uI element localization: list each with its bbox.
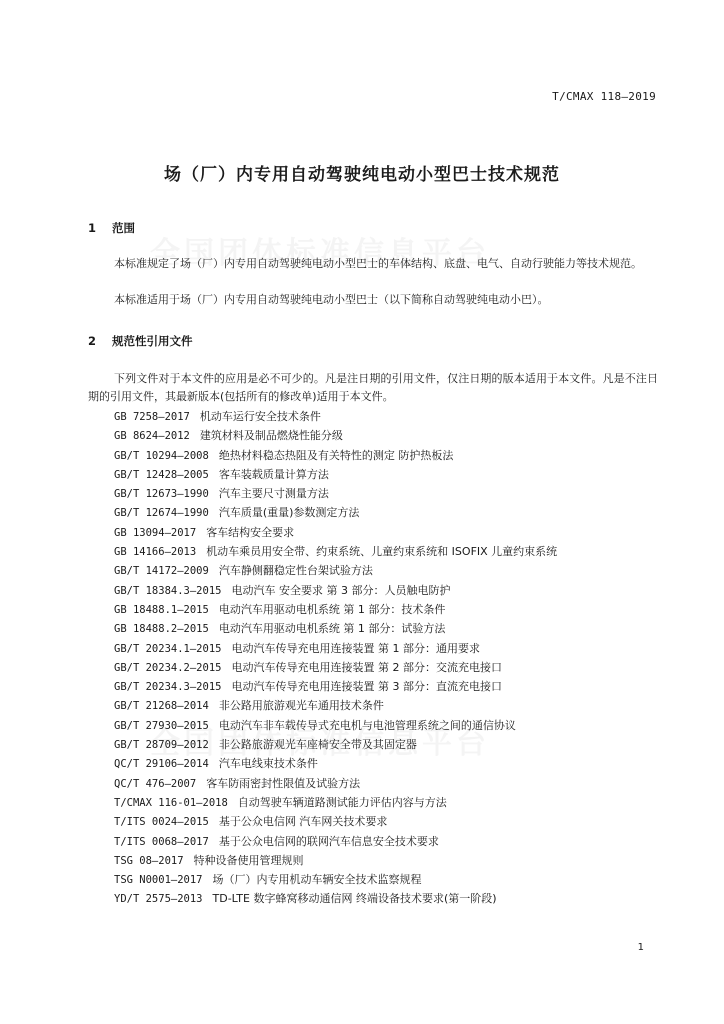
reference-title: 汽车质量(重量)参数测定方法 [218,506,360,520]
section-1-heading [88,220,135,236]
reference-item [114,774,674,793]
reference-item [114,812,674,831]
reference-title: 基于公众电信网的联网汽车信息安全技术要求 [218,834,439,848]
reference-code: TSG N0001—2017 [114,874,203,887]
reference-title: 非公路旅游观光车座椅安全带及其固定器 [218,738,417,752]
reference-title: TD-LTE 数字蜂窝移动通信网 终端设备技术要求(第一阶段) [212,892,497,906]
section-title: 规范性引用文件 [112,334,193,348]
reference-item [114,600,674,619]
reference-code: GB 18488.2—2015 [114,623,209,636]
reference-item [114,658,674,677]
reference-item [114,503,674,522]
reference-title: 绝热材料稳态热阻及有关特性的测定 防护热板法 [218,448,454,462]
reference-code: GB/T 21268—2014 [114,700,209,713]
reference-item [114,581,674,600]
reference-title: 机动车乘员用安全带、约束系统、儿童约束系统和 ISOFIX 儿童约束系统 [206,545,558,559]
reference-item [114,870,674,889]
reference-code: GB/T 12674—1990 [114,507,209,520]
reference-item [114,484,674,503]
reference-code: GB/T 12673—1990 [114,488,209,501]
reference-code: GB/T 12428—2005 [114,468,209,481]
scope-paragraph-2: 本标准适用于场（厂）内专用自动驾驶纯电动小型巴士（以下简称自动驾驶纯电动小巴）。 [114,293,549,306]
reference-title: 客车装载质量计算方法 [218,467,329,481]
reference-code: GB 8624—2012 [114,430,190,443]
reference-item [114,542,674,561]
reference-list [114,407,674,909]
reference-title: 特种设备使用管理规则 [193,853,304,867]
reference-item [114,793,674,812]
reference-title: 电动汽车传导充电用连接装置 第 2 部分：交流充电接口 [231,660,502,674]
reference-title: 基于公众电信网 汽车网关技术要求 [218,815,388,829]
reference-code: T/ITS 0068—2017 [114,835,209,848]
reference-item [114,832,674,851]
reference-item [114,677,674,696]
reference-item [114,465,674,484]
section-2-heading [88,333,193,349]
reference-title: 客车防雨密封性限值及试验方法 [206,776,361,790]
reference-title: 电动汽车 安全要求 第 3 部分：人员触电防护 [231,583,451,597]
reference-item [114,446,674,465]
standard-code: T/CMAX 118—2019 [552,90,656,103]
reference-title: 场（厂）内专用机动车辆安全技术监察规程 [212,873,422,887]
page-title: 场（厂）内专用自动驾驶纯电动小型巴士技术规范 [164,165,560,185]
reference-title: 汽车电线束技术条件 [218,757,318,771]
reference-title: 电动汽车非车载传导式充电机与电池管理系统之间的通信协议 [218,718,516,732]
reference-item [114,619,674,638]
reference-title: 汽车主要尺寸测量方法 [218,487,329,501]
reference-code: YD/T 2575—2013 [114,893,203,906]
reference-item [114,696,674,715]
reference-item [114,561,674,580]
reference-code: GB 14166—2013 [114,546,197,559]
page-number: 1 [637,942,644,953]
reference-code: T/CMAX 116-01—2018 [114,796,228,809]
reference-code: GB 13094—2017 [114,526,197,539]
reference-title: 电动汽车传导充电用连接装置 第 3 部分：直流充电接口 [231,680,502,694]
reference-code: GB/T 27930—2015 [114,719,209,732]
reference-code: GB/T 28709—2012 [114,739,209,752]
reference-code: T/ITS 0024—2015 [114,816,209,829]
reference-title: 电动汽车用驱动电机系统 第 1 部分：试验方法 [218,622,446,636]
reference-code: QC/T 29106—2014 [114,758,209,771]
reference-item [114,754,674,773]
reference-code: GB/T 20234.2—2015 [114,661,222,674]
reference-code: GB/T 14172—2009 [114,565,209,578]
reference-code: GB 7258—2017 [114,411,190,423]
reference-title: 建筑材料及制品燃烧性能分级 [199,429,343,443]
section-title: 范围 [112,221,136,235]
reference-title: 汽车静侧翻稳定性台架试验方法 [218,564,373,578]
section-number: 2 [88,334,97,348]
reference-title: 非公路用旅游观光车通用技术条件 [218,699,384,713]
reference-code: GB 18488.1—2015 [114,603,209,616]
reference-item [114,407,674,426]
reference-title: 电动汽车传导充电用连接装置 第 1 部分：通用要求 [231,641,480,655]
reference-code: GB/T 10294—2008 [114,449,209,462]
reference-title: 客车结构安全要求 [206,525,295,539]
reference-item [114,716,674,735]
reference-title: 电动汽车用驱动电机系统 第 1 部分：技术条件 [218,602,446,616]
reference-code: TSG 08—2017 [114,854,184,867]
reference-title: 机动车运行安全技术条件 [199,410,321,423]
reference-code: GB/T 18384.3—2015 [114,584,222,597]
scope-paragraph-1: 本标准规定了场（厂）内专用自动驾驶纯电动小型巴士的车体结构、底盘、电气、自动行驶能力等技术规范。 [114,257,642,270]
reference-code: QC/T 476—2007 [114,777,197,790]
reference-item [114,851,674,870]
reference-item [114,639,674,658]
reference-code: GB/T 20234.1—2015 [114,642,222,655]
references-intro: 下列文件对于本文件的应用是必不可少的。凡是注日期的引用文件，仅注日期的版本适用于本文件。凡是不注日期的引用文件，其最新版本(包括所有的修改单)适用于本文件。 [88,372,658,403]
reference-item [114,735,674,754]
reference-item [114,523,674,542]
reference-code: GB/T 20234.3—2015 [114,681,222,694]
reference-item [114,426,674,445]
section-number: 1 [88,221,97,235]
reference-title: 自动驾驶车辆道路测试能力评估内容与方法 [237,795,447,809]
reference-item [114,889,674,908]
